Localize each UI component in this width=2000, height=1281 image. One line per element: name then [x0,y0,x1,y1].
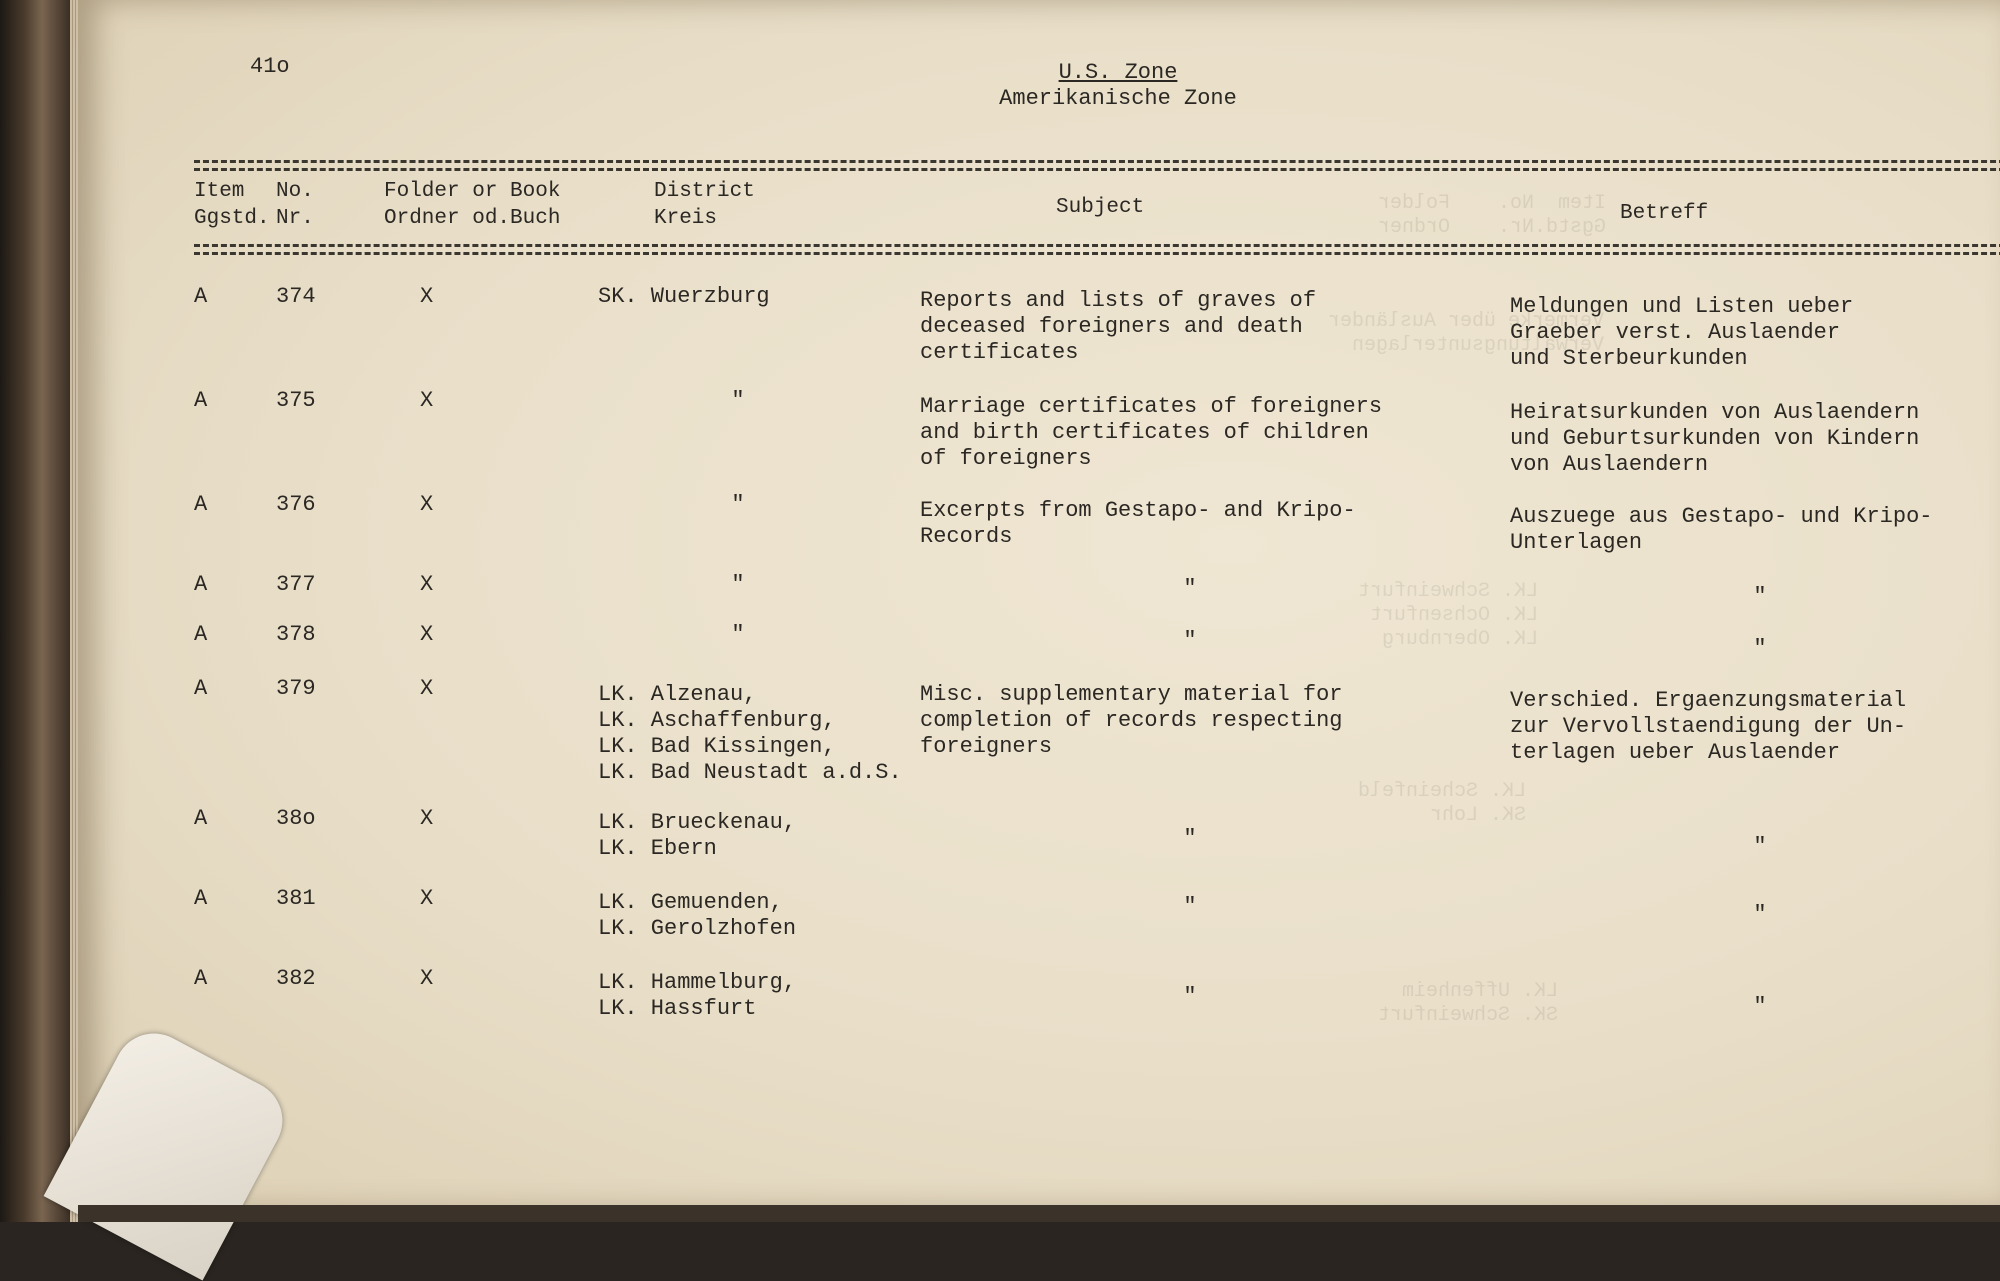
row-subject: " [1183,628,1197,653]
row-betreff: Meldungen und Listen ueber Graeber verst. Auslaender und Sterbeurkunden [1510,294,1854,371]
page-number: 41o [250,54,290,79]
row-district: " [731,388,745,413]
row-folder: X [420,572,434,597]
column-header-district: District Kreis [654,180,755,230]
row-item: A [194,886,208,911]
row-subject: " [1183,576,1197,601]
row-number: 377 [276,572,316,597]
row-item: A [194,572,208,597]
row-district: " [731,622,745,647]
row-folder: X [420,284,434,309]
row-folder: X [420,806,434,831]
row-number: 38o [276,806,316,831]
row-subject: Marriage certificates of foreigners and birth certificates of children of foreigners [920,394,1383,471]
column-header-betreff: Betreff [1620,202,1709,225]
row-folder: X [420,622,434,647]
book-spine [0,0,70,1222]
row-number: 379 [276,676,316,701]
row-betreff: " [1753,834,1767,859]
row-district: SK. Wuerzburg [598,284,770,309]
row-district: " [731,492,745,517]
bleed-through-text: LK. Uffenheim SK. Schweinfurt [1378,980,1559,1027]
bleed-through-text: Vermerke über Ausländer Verwaltungsunterlagen [1328,310,1605,357]
row-betreff: Auszuege aus Gestapo- und Kripo- Unterlagen [1510,504,1933,555]
bleed-through-text: LK. Scheinfeld SK. Lohr [1358,780,1527,827]
row-district: " [731,572,745,597]
bleed-through-text: LK. Schweinfurt LK. Ochsenfurt LK. Obernburg [1358,580,1539,651]
row-subject: " [1183,984,1197,1009]
row-number: 376 [276,492,316,517]
document-page [78,0,2000,1212]
header-rule-top [194,160,2000,163]
row-subject: Excerpts from Gestapo- and Kripo- Records [920,498,1356,549]
row-item: A [194,806,208,831]
header-rule-bottom [194,244,2000,247]
row-item: A [194,622,208,647]
row-subject: " [1183,826,1197,851]
row-folder: X [420,388,434,413]
row-district: LK. Alzenau, LK. Aschaffenburg, LK. Bad Kissingen, LK. Bad Neustadt a.d.S. [598,682,902,785]
row-betreff: " [1753,636,1767,661]
row-item: A [194,676,208,701]
row-subject: Reports and lists of graves of deceased foreigners and death certificates [920,288,1317,365]
row-folder: X [420,966,434,991]
row-folder: X [420,676,434,701]
row-number: 382 [276,966,316,991]
row-betreff: Heiratsurkunden von Auslaendern und Geburtsurkunden von Kindern von Auslaendern [1510,400,1920,477]
column-header-item: Item Ggstd. [194,180,270,230]
row-betreff: Verschied. Ergaenzungsmaterial zur Vervollstaendigung der Un- terlagen ueber Auslaender [1510,688,1907,765]
row-item: A [194,284,208,309]
bleed-through-text: Item No. Folder Ggstd.Nr. Ordner [1378,192,1607,239]
column-header-folder: Folder or Book Ordner od.Buch [384,180,561,230]
page-bottom-edge [78,1205,2000,1222]
page-title: U.S. Zone [1058,60,1178,85]
row-district: LK. Gemuenden, LK. Gerolzhofen [598,890,797,941]
row-number: 381 [276,886,316,911]
row-item: A [194,388,208,413]
row-betreff: " [1753,584,1767,609]
column-header-subject: Subject [1056,196,1145,219]
row-number: 374 [276,284,316,309]
row-folder: X [420,492,434,517]
row-item: A [194,492,208,517]
page-subtitle: Amerikanische Zone [999,86,1237,111]
row-subject: " [1183,894,1197,919]
column-header-number: No. Nr. [276,180,314,230]
row-number: 375 [276,388,316,413]
row-district: LK. Brueckenau, LK. Ebern [598,810,797,861]
row-betreff: " [1753,902,1767,927]
row-folder: X [420,886,434,911]
row-subject: Misc. supplementary material for completion of records respecting foreigners [920,682,1343,759]
header-rule-bottom [194,252,2000,255]
row-item: A [194,966,208,991]
row-district: LK. Hammelburg, LK. Hassfurt [598,970,797,1021]
header-rule-top [194,168,2000,171]
row-betreff: " [1753,994,1767,1019]
row-number: 378 [276,622,316,647]
